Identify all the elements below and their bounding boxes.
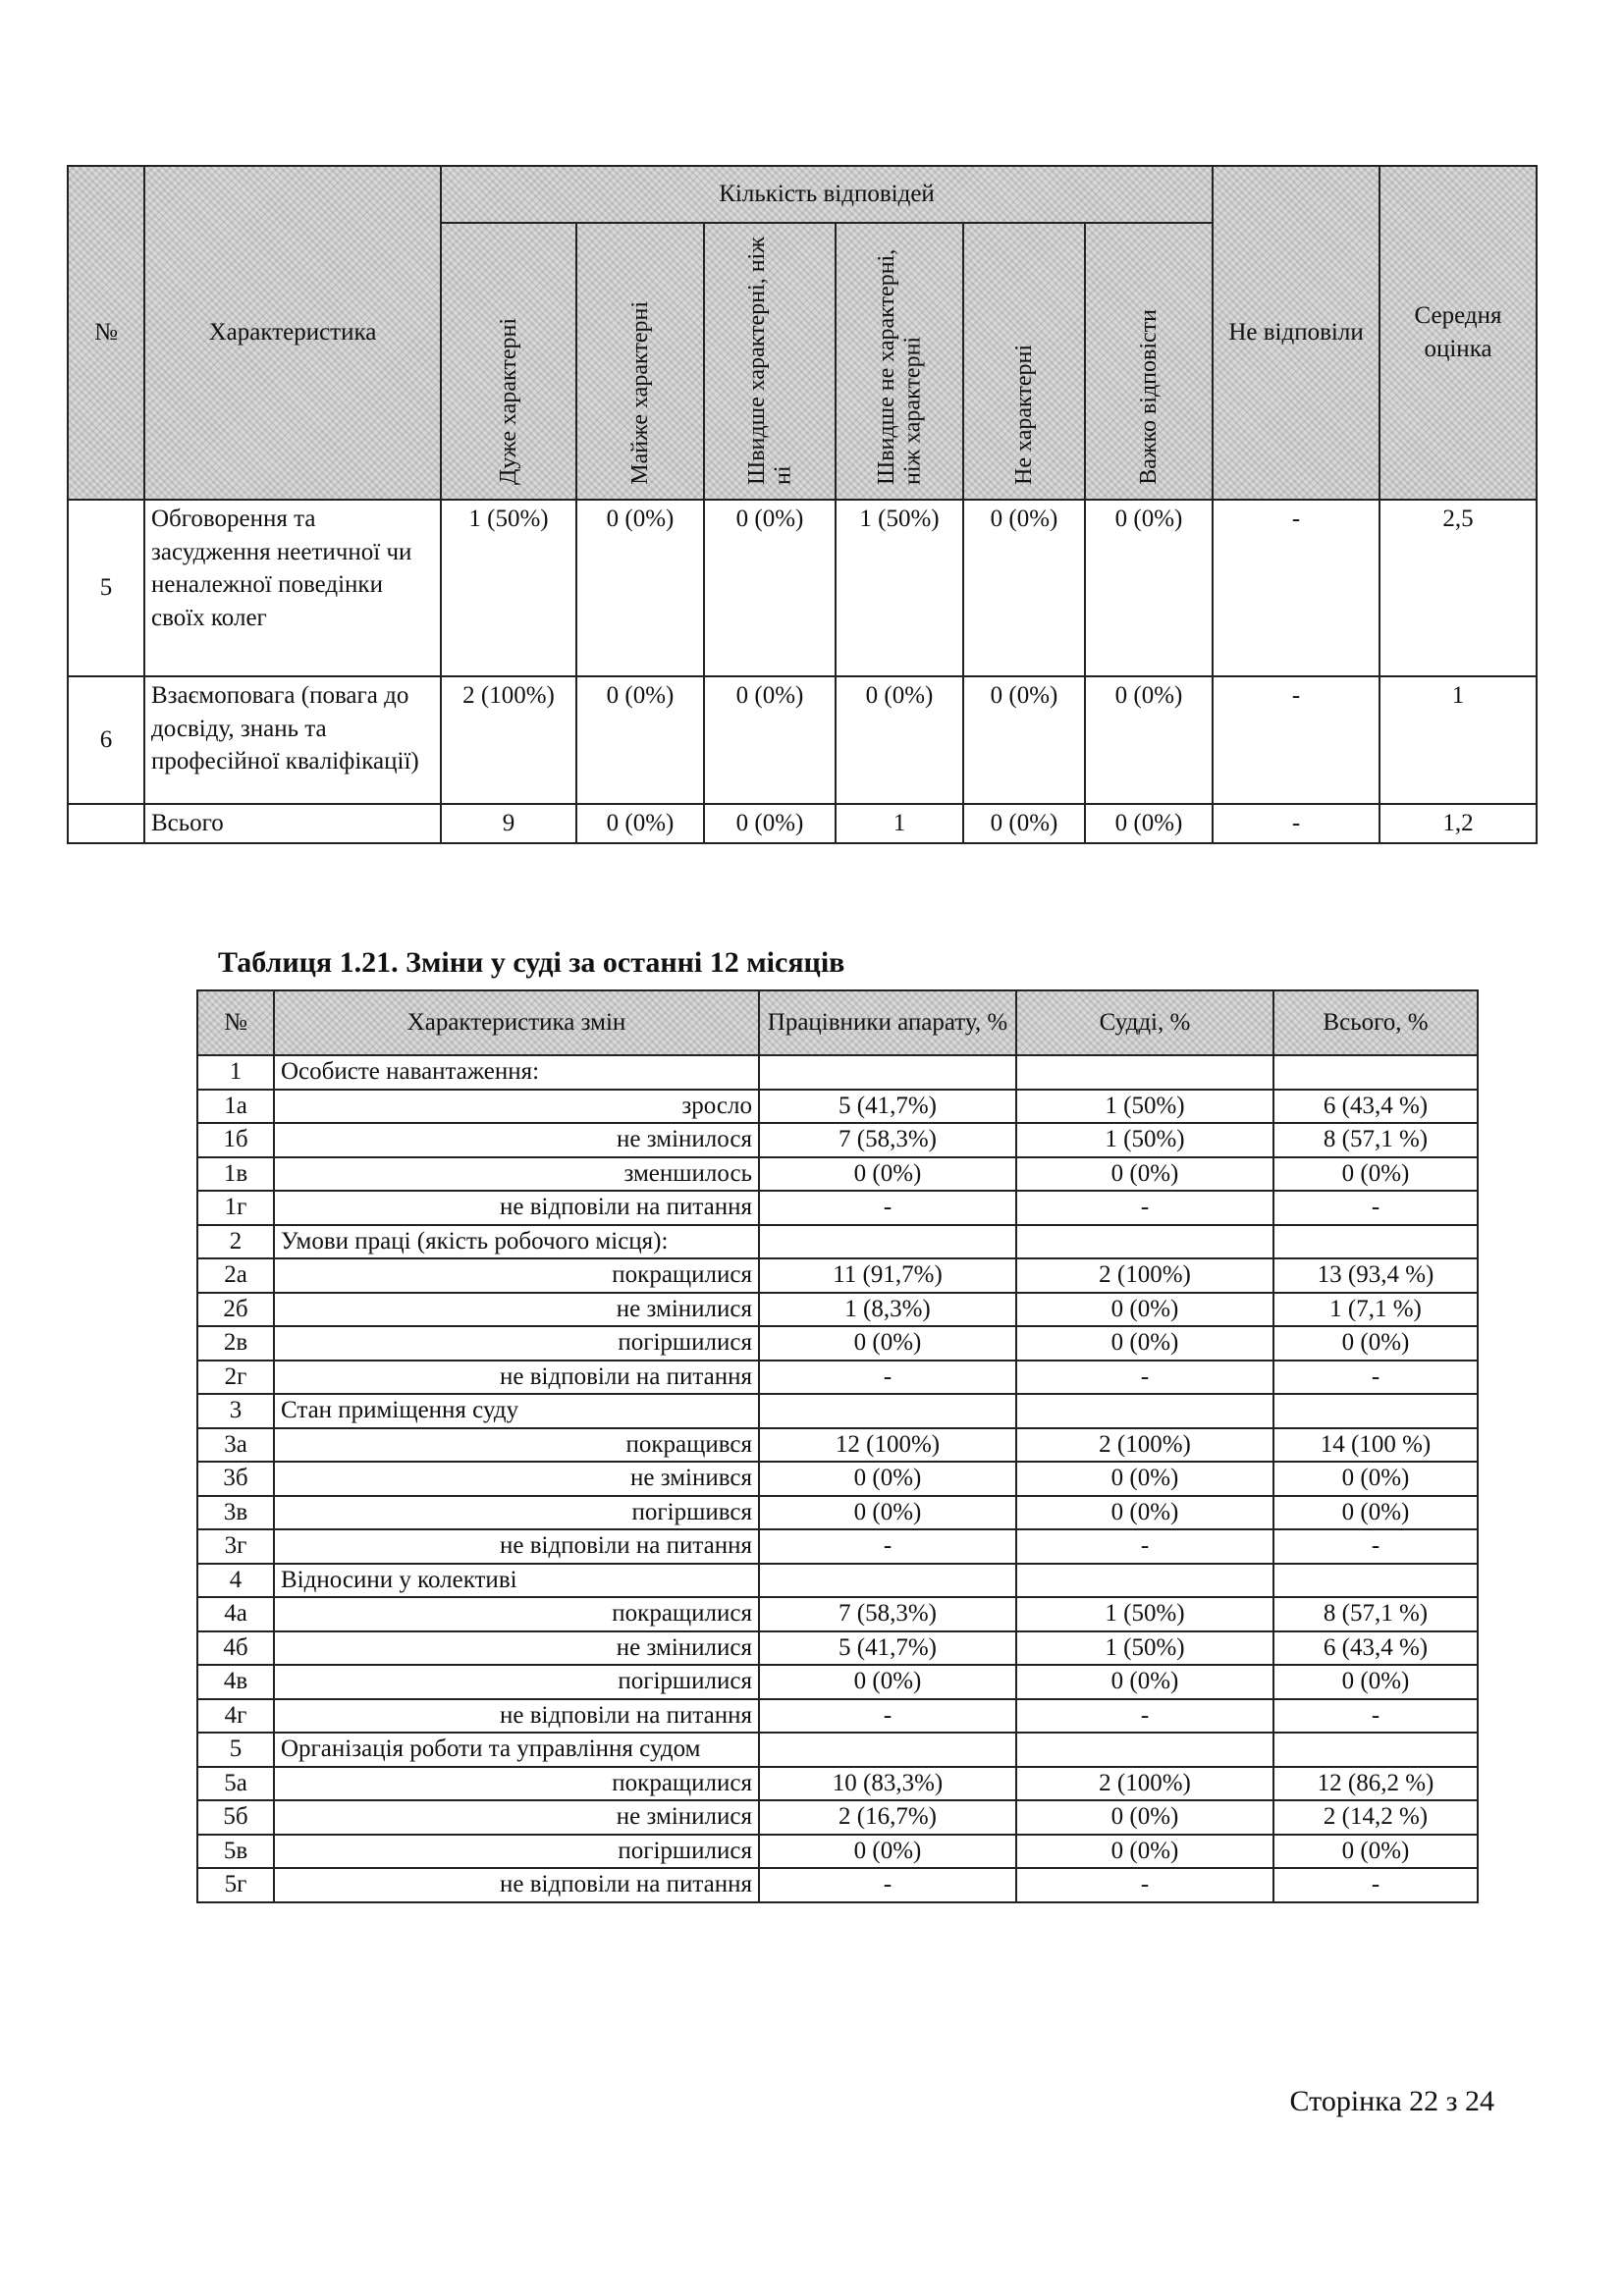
- group-row: [197, 1733, 1478, 1767]
- row-code: 5а: [197, 1767, 274, 1801]
- row-code: 3а: [197, 1428, 274, 1463]
- row-staff-value: 7 (58,3%): [759, 1597, 1016, 1631]
- table-row: [68, 500, 1537, 676]
- row-label: покращився: [274, 1428, 759, 1463]
- row-staff-value: 0 (0%): [759, 1835, 1016, 1869]
- row-total-value: -: [1273, 1361, 1478, 1395]
- row-code: 4: [197, 1564, 274, 1598]
- row-total-value: 1 (7,1 %): [1273, 1293, 1478, 1327]
- row-label: Особисте навантаження:: [274, 1055, 759, 1090]
- row-value: 0 (0%): [704, 676, 836, 804]
- row-judges-value: 1 (50%): [1016, 1631, 1273, 1666]
- header-judges: Судді, %: [1016, 990, 1273, 1055]
- table-caption: Таблиця 1.21. Зміни у суді за останні 12 місяців: [218, 946, 845, 979]
- row-value: 0 (0%): [963, 676, 1085, 804]
- table-row: [197, 1293, 1478, 1327]
- row-total-value: 0 (0%): [1273, 1496, 1478, 1530]
- row-code: 1б: [197, 1123, 274, 1157]
- row-staff-value: -: [759, 1191, 1016, 1225]
- row-total-value: [1273, 1055, 1478, 1090]
- header-average: Середня оцінка: [1380, 166, 1537, 500]
- row-label: Стан приміщення суду: [274, 1394, 759, 1428]
- row-staff-value: -: [759, 1529, 1016, 1564]
- group-row: [197, 1055, 1478, 1090]
- row-total-value: [1273, 1394, 1478, 1428]
- row-code: 5г: [197, 1868, 274, 1902]
- row-code: 1: [197, 1055, 274, 1090]
- row-code: 5б: [197, 1800, 274, 1835]
- row-value: 0 (0%): [704, 804, 836, 843]
- row-value: 0 (0%): [1085, 500, 1213, 676]
- row-staff-value: 2 (16,7%): [759, 1800, 1016, 1835]
- row-judges-value: 0 (0%): [1016, 1800, 1273, 1835]
- row-staff-value: [759, 1564, 1016, 1598]
- row-code: 5в: [197, 1835, 274, 1869]
- row-value: 0 (0%): [963, 804, 1085, 843]
- row-label: зросло: [274, 1090, 759, 1124]
- row-staff-value: [759, 1394, 1016, 1428]
- table-row: [197, 1496, 1478, 1530]
- row-code: 3б: [197, 1462, 274, 1496]
- row-staff-value: 0 (0%): [759, 1496, 1016, 1530]
- row-value: 1: [836, 804, 963, 843]
- table-row: [197, 1868, 1478, 1902]
- row-label: покращилися: [274, 1597, 759, 1631]
- row-characteristic: Взаємоповага (повага до досвіду, знань та професійної кваліфікації): [144, 676, 441, 804]
- row-total-value: [1273, 1564, 1478, 1598]
- row-judges-value: [1016, 1055, 1273, 1090]
- header-rating-column: [441, 223, 576, 500]
- row-average: 1: [1380, 676, 1537, 804]
- header-rating-label: Швидше характерні, ніж ні: [743, 237, 795, 485]
- row-code: 2а: [197, 1258, 274, 1293]
- row-average: 1,2: [1380, 804, 1537, 843]
- row-label: не змінився: [274, 1462, 759, 1496]
- row-judges-value: [1016, 1394, 1273, 1428]
- row-staff-value: 0 (0%): [759, 1665, 1016, 1699]
- row-judges-value: -: [1016, 1699, 1273, 1734]
- row-code: 2г: [197, 1361, 274, 1395]
- row-judges-value: [1016, 1225, 1273, 1259]
- row-label: погіршився: [274, 1496, 759, 1530]
- row-total-value: 12 (86,2 %): [1273, 1767, 1478, 1801]
- row-number: [68, 804, 144, 843]
- row-no-answer: -: [1213, 804, 1380, 843]
- row-value: 1 (50%): [836, 500, 963, 676]
- row-total-value: 8 (57,1 %): [1273, 1123, 1478, 1157]
- table-row: [68, 804, 1537, 843]
- row-judges-value: 1 (50%): [1016, 1597, 1273, 1631]
- row-staff-value: -: [759, 1868, 1016, 1902]
- row-label: погіршилися: [274, 1665, 759, 1699]
- row-judges-value: -: [1016, 1361, 1273, 1395]
- row-code: 1г: [197, 1191, 274, 1225]
- header-rating-label: Майже характерні: [626, 301, 653, 485]
- row-total-value: -: [1273, 1868, 1478, 1902]
- row-label: не змінилися: [274, 1293, 759, 1327]
- row-value: 2 (100%): [441, 676, 576, 804]
- row-label: покращилися: [274, 1767, 759, 1801]
- row-total-value: -: [1273, 1529, 1478, 1564]
- group-row: [197, 1225, 1478, 1259]
- row-value: 1 (50%): [441, 500, 576, 676]
- row-judges-value: 1 (50%): [1016, 1090, 1273, 1124]
- table-row: [197, 1800, 1478, 1835]
- header-staff: Працівники апарату, %: [759, 990, 1016, 1055]
- header-group-responses: Кількість відповідей: [441, 166, 1213, 223]
- row-no-answer: -: [1213, 676, 1380, 804]
- row-staff-value: 0 (0%): [759, 1462, 1016, 1496]
- table-row: [197, 1123, 1478, 1157]
- row-total-value: 0 (0%): [1273, 1835, 1478, 1869]
- header-number: №: [197, 990, 274, 1055]
- table-row: [197, 1326, 1478, 1361]
- changes-table: [196, 989, 1479, 1903]
- row-staff-value: [759, 1733, 1016, 1767]
- row-label: не змінилися: [274, 1800, 759, 1835]
- row-value: 0 (0%): [704, 500, 836, 676]
- row-total-value: 0 (0%): [1273, 1665, 1478, 1699]
- row-characteristic: Всього: [144, 804, 441, 843]
- row-value: 0 (0%): [1085, 804, 1213, 843]
- row-code: 2: [197, 1225, 274, 1259]
- table-row: [197, 1361, 1478, 1395]
- row-code: 1а: [197, 1090, 274, 1124]
- row-judges-value: 0 (0%): [1016, 1293, 1273, 1327]
- row-total-value: 14 (100 %): [1273, 1428, 1478, 1463]
- row-staff-value: 0 (0%): [759, 1326, 1016, 1361]
- row-value: 0 (0%): [836, 676, 963, 804]
- row-staff-value: 1 (8,3%): [759, 1293, 1016, 1327]
- row-value: 0 (0%): [576, 500, 704, 676]
- row-label: Організація роботи та управління судом: [274, 1733, 759, 1767]
- row-judges-value: 0 (0%): [1016, 1462, 1273, 1496]
- table-row: [197, 1462, 1478, 1496]
- table-row: [197, 1258, 1478, 1293]
- row-average: 2,5: [1380, 500, 1537, 676]
- row-judges-value: 0 (0%): [1016, 1665, 1273, 1699]
- row-total-value: 13 (93,4 %): [1273, 1258, 1478, 1293]
- table-row: [197, 1157, 1478, 1192]
- table-row: [197, 1835, 1478, 1869]
- row-staff-value: 12 (100%): [759, 1428, 1016, 1463]
- table-row: [197, 1090, 1478, 1124]
- row-label: не змінилися: [274, 1631, 759, 1666]
- row-code: 1в: [197, 1157, 274, 1192]
- header-rating-label: Швидше не характерні, ніж характерні: [873, 248, 925, 485]
- row-total-value: 6 (43,4 %): [1273, 1631, 1478, 1666]
- row-label: не відповіли на питання: [274, 1699, 759, 1734]
- row-staff-value: 10 (83,3%): [759, 1767, 1016, 1801]
- row-staff-value: 5 (41,7%): [759, 1631, 1016, 1666]
- row-judges-value: 1 (50%): [1016, 1123, 1273, 1157]
- row-label: не відповіли на питання: [274, 1361, 759, 1395]
- row-code: 4б: [197, 1631, 274, 1666]
- row-judges-value: 0 (0%): [1016, 1157, 1273, 1192]
- row-staff-value: 11 (91,7%): [759, 1258, 1016, 1293]
- row-label: не відповіли на питання: [274, 1868, 759, 1902]
- row-judges-value: 0 (0%): [1016, 1326, 1273, 1361]
- table-row: [197, 1631, 1478, 1666]
- row-staff-value: -: [759, 1361, 1016, 1395]
- row-number: 6: [68, 676, 144, 804]
- row-code: 3в: [197, 1496, 274, 1530]
- row-label: Відносини у колективі: [274, 1564, 759, 1598]
- row-value: 0 (0%): [576, 804, 704, 843]
- row-label: не відповіли на питання: [274, 1191, 759, 1225]
- row-total-value: [1273, 1733, 1478, 1767]
- row-judges-value: [1016, 1733, 1273, 1767]
- header-rating-column: [576, 223, 704, 500]
- row-judges-value: -: [1016, 1191, 1273, 1225]
- header-rating-column: [1085, 223, 1213, 500]
- header-rating-label: Важко відповісти: [1135, 309, 1162, 485]
- row-total-value: [1273, 1225, 1478, 1259]
- table-row: [197, 1191, 1478, 1225]
- page-number: Сторінка 22 з 24: [1289, 2085, 1494, 2117]
- table-row: [197, 1597, 1478, 1631]
- row-code: 5: [197, 1733, 274, 1767]
- table-row: [68, 676, 1537, 804]
- row-total-value: 0 (0%): [1273, 1326, 1478, 1361]
- header-rating-column: [963, 223, 1085, 500]
- row-total-value: -: [1273, 1699, 1478, 1734]
- row-staff-value: -: [759, 1699, 1016, 1734]
- row-judges-value: 2 (100%): [1016, 1767, 1273, 1801]
- row-judges-value: -: [1016, 1868, 1273, 1902]
- row-label: Умови праці (якість робочого місця):: [274, 1225, 759, 1259]
- row-total-value: 2 (14,2 %): [1273, 1800, 1478, 1835]
- row-label: не відповіли на питання: [274, 1529, 759, 1564]
- header-characteristic: Характеристика: [144, 166, 441, 500]
- row-total-value: 0 (0%): [1273, 1462, 1478, 1496]
- row-code: 4а: [197, 1597, 274, 1631]
- row-code: 4в: [197, 1665, 274, 1699]
- row-code: 3: [197, 1394, 274, 1428]
- header-change-characteristic: Характеристика змін: [274, 990, 759, 1055]
- row-characteristic: Обговорення та засудження неетичної чи неналежної поведінки своїх колег: [144, 500, 441, 676]
- row-staff-value: 5 (41,7%): [759, 1090, 1016, 1124]
- row-label: зменшилось: [274, 1157, 759, 1192]
- row-number: 5: [68, 500, 144, 676]
- row-label: не змінилося: [274, 1123, 759, 1157]
- row-total-value: 0 (0%): [1273, 1157, 1478, 1192]
- row-staff-value: [759, 1055, 1016, 1090]
- row-judges-value: 0 (0%): [1016, 1835, 1273, 1869]
- row-judges-value: 2 (100%): [1016, 1428, 1273, 1463]
- row-code: 4г: [197, 1699, 274, 1734]
- row-label: погіршилися: [274, 1326, 759, 1361]
- group-row: [197, 1564, 1478, 1598]
- row-code: 3г: [197, 1529, 274, 1564]
- row-value: 9: [441, 804, 576, 843]
- row-judges-value: -: [1016, 1529, 1273, 1564]
- responses-table: [67, 165, 1538, 844]
- table-row: [197, 1428, 1478, 1463]
- row-staff-value: 0 (0%): [759, 1157, 1016, 1192]
- row-value: 0 (0%): [576, 676, 704, 804]
- row-label: покращилися: [274, 1258, 759, 1293]
- row-staff-value: [759, 1225, 1016, 1259]
- row-staff-value: 7 (58,3%): [759, 1123, 1016, 1157]
- table-row: [197, 1665, 1478, 1699]
- header-rating-column: [704, 223, 836, 500]
- row-judges-value: 2 (100%): [1016, 1258, 1273, 1293]
- table-row: [197, 1767, 1478, 1801]
- row-no-answer: -: [1213, 500, 1380, 676]
- header-number: №: [68, 166, 144, 500]
- header-rating-label: Не характерні: [1010, 345, 1037, 485]
- table-row: [197, 1699, 1478, 1734]
- table-row: [197, 1529, 1478, 1564]
- row-judges-value: 0 (0%): [1016, 1496, 1273, 1530]
- group-row: [197, 1394, 1478, 1428]
- row-judges-value: [1016, 1564, 1273, 1598]
- header-rating-label: Дуже характерні: [495, 318, 521, 485]
- row-value: 0 (0%): [1085, 676, 1213, 804]
- header-rating-column: [836, 223, 963, 500]
- header-total: Всього, %: [1273, 990, 1478, 1055]
- row-total-value: 8 (57,1 %): [1273, 1597, 1478, 1631]
- row-total-value: 6 (43,4 %): [1273, 1090, 1478, 1124]
- row-total-value: -: [1273, 1191, 1478, 1225]
- row-code: 2б: [197, 1293, 274, 1327]
- row-code: 2в: [197, 1326, 274, 1361]
- row-label: погіршилися: [274, 1835, 759, 1869]
- header-no-answer: Не відповіли: [1213, 166, 1380, 500]
- row-value: 0 (0%): [963, 500, 1085, 676]
